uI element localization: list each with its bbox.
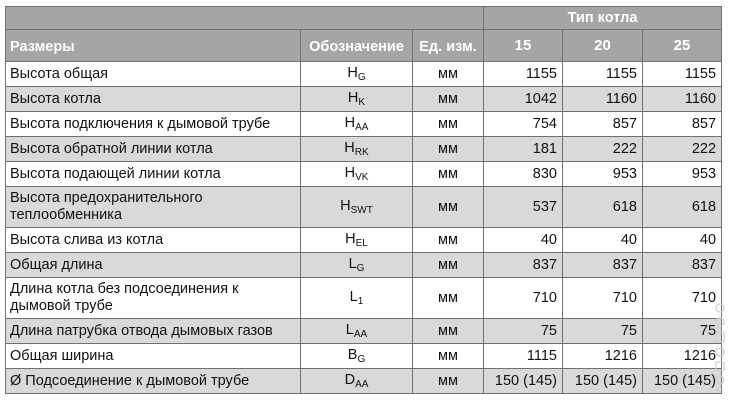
row-name: Высота общая — [6, 62, 301, 87]
value-type-15: 710 — [484, 278, 563, 319]
symbol-header: Обозначение — [301, 30, 413, 62]
symbol-letter: H — [345, 231, 356, 247]
row-symbol — [301, 87, 413, 112]
value-type-20: 953 — [563, 162, 643, 187]
symbol-letter: B — [347, 347, 358, 363]
value-type-15: 1042 — [484, 87, 563, 112]
value-type-25: 150 (145) — [643, 369, 722, 394]
value-type-25: 1155 — [643, 62, 722, 87]
dimensions-table — [5, 6, 722, 394]
table-row — [6, 344, 722, 369]
row-unit: мм — [413, 319, 484, 344]
header-spacer — [6, 7, 484, 30]
row-symbol — [301, 62, 413, 87]
row-name: Высота котла — [6, 87, 301, 112]
row-symbol — [301, 162, 413, 187]
symbol-subscript: G — [357, 72, 366, 83]
table-row — [6, 278, 722, 319]
row-name: Общая ширина — [6, 344, 301, 369]
table-row — [6, 112, 722, 137]
symbol-letter: H — [347, 65, 358, 81]
value-type-20: 150 (145) — [563, 369, 643, 394]
value-type-25: 1160 — [643, 87, 722, 112]
row-unit: мм — [413, 162, 484, 187]
value-type-25: 953 — [643, 162, 722, 187]
symbol-subscript: RK — [354, 147, 369, 158]
symbol-subscript: VK — [355, 172, 369, 183]
table-body — [6, 62, 722, 394]
row-unit: мм — [413, 87, 484, 112]
row-name: Высота предохранительного теплообменника — [6, 187, 301, 228]
row-name: Ø Подсоединение к дымовой трубе — [6, 369, 301, 394]
row-unit: мм — [413, 112, 484, 137]
symbol-letter: H — [340, 198, 351, 214]
value-type-15: 40 — [484, 228, 563, 253]
row-symbol — [301, 369, 413, 394]
value-type-25: 1216 — [643, 344, 722, 369]
symbol-letter: L — [345, 322, 354, 338]
value-type-20: 75 — [563, 319, 643, 344]
header-row-top — [6, 7, 722, 30]
row-unit: мм — [413, 253, 484, 278]
table-row — [6, 369, 722, 394]
value-type-25: 857 — [643, 112, 722, 137]
row-name: Длина патрубка отвода дымовых газов — [6, 319, 301, 344]
row-unit: мм — [413, 187, 484, 228]
row-symbol — [301, 228, 413, 253]
table-row — [6, 253, 722, 278]
table-row — [6, 228, 722, 253]
value-type-15: 1155 — [484, 62, 563, 87]
value-type-15: 754 — [484, 112, 563, 137]
row-unit: мм — [413, 228, 484, 253]
value-type-20: 40 — [563, 228, 643, 253]
type-15-header: 15 — [484, 30, 563, 62]
dimensions-header: Размеры — [6, 30, 301, 62]
symbol-letter: H — [344, 165, 356, 181]
value-type-20: 222 — [563, 137, 643, 162]
table-row — [6, 319, 722, 344]
symbol-subscript: 1 — [357, 296, 364, 307]
row-unit: мм — [413, 62, 484, 87]
row-symbol — [301, 112, 413, 137]
symbol-subscript: G — [356, 263, 365, 274]
row-symbol — [301, 344, 413, 369]
value-type-25: 710 — [643, 278, 722, 319]
row-name: Высота обратной линии котла — [6, 137, 301, 162]
symbol-subscript: EL — [355, 238, 368, 249]
symbol-subscript: AA — [355, 379, 369, 390]
row-name: Длина котла без подсоединения к дымовой трубе — [6, 278, 301, 319]
header-row-bottom — [6, 30, 722, 62]
watermark-logo — [713, 300, 727, 395]
row-unit: мм — [413, 137, 484, 162]
row-name: Высота подключения к дымовой трубе — [6, 112, 301, 137]
symbol-letter: H — [344, 140, 355, 156]
row-symbol — [301, 137, 413, 162]
symbol-letter: H — [347, 90, 359, 106]
value-type-15: 1115 — [484, 344, 563, 369]
table-row — [6, 87, 722, 112]
row-unit: мм — [413, 369, 484, 394]
row-name: Высота слива из котла — [6, 228, 301, 253]
table-row — [6, 162, 722, 187]
value-type-15: 537 — [484, 187, 563, 228]
row-name: Общая длина — [6, 253, 301, 278]
value-type-25: 222 — [643, 137, 722, 162]
value-type-15: 75 — [484, 319, 563, 344]
value-type-20: 857 — [563, 112, 643, 137]
value-type-20: 1216 — [563, 344, 643, 369]
symbol-subscript: G — [357, 354, 366, 365]
symbol-letter: H — [344, 115, 356, 131]
table-row — [6, 187, 722, 228]
value-type-25: 618 — [643, 187, 722, 228]
dimensions-table-container — [5, 6, 721, 394]
row-symbol — [301, 187, 413, 228]
symbol-subscript: AA — [355, 122, 369, 133]
table-row — [6, 137, 722, 162]
row-symbol — [301, 278, 413, 319]
unit-header: Ед. изм. — [413, 30, 484, 62]
value-type-15: 150 (145) — [484, 369, 563, 394]
value-type-25: 837 — [643, 253, 722, 278]
symbol-letter: L — [349, 289, 358, 305]
row-symbol — [301, 319, 413, 344]
type-25-header: 25 — [643, 30, 722, 62]
value-type-25: 40 — [643, 228, 722, 253]
value-type-15: 837 — [484, 253, 563, 278]
value-type-25: 75 — [643, 319, 722, 344]
value-type-15: 181 — [484, 137, 563, 162]
symbol-subscript: SWT — [350, 205, 373, 216]
value-type-20: 1155 — [563, 62, 643, 87]
row-symbol — [301, 253, 413, 278]
symbol-subscript: K — [358, 97, 366, 108]
symbol-letter: L — [348, 256, 357, 272]
value-type-15: 830 — [484, 162, 563, 187]
value-type-20: 710 — [563, 278, 643, 319]
value-type-20: 618 — [563, 187, 643, 228]
type-20-header: 20 — [563, 30, 643, 62]
value-type-20: 837 — [563, 253, 643, 278]
symbol-subscript: AA — [353, 329, 368, 340]
row-name: Высота подающей линии котла — [6, 162, 301, 187]
table-row — [6, 62, 722, 87]
symbol-letter: D — [344, 372, 356, 388]
row-unit: мм — [413, 344, 484, 369]
value-type-20: 1160 — [563, 87, 643, 112]
boiler-type-header: Тип котла — [484, 7, 722, 30]
row-unit: мм — [413, 278, 484, 319]
